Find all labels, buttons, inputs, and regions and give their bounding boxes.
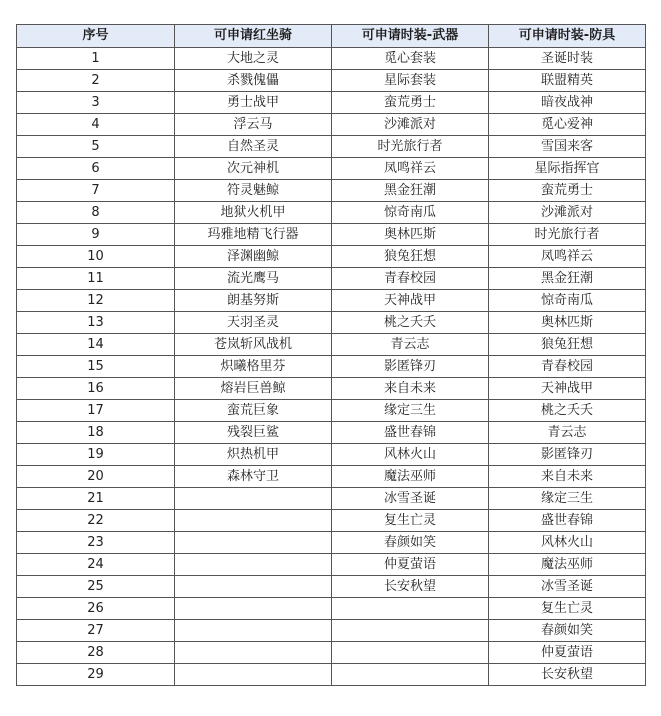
cell-armor-skin: 蛮荒勇士 [489, 180, 646, 202]
cell-weapon-skin: 影匿锋刃 [332, 356, 489, 378]
cell-weapon-skin: 沙滩派对 [332, 114, 489, 136]
cell-weapon-skin [332, 642, 489, 664]
cell-armor-skin: 圣诞时装 [489, 48, 646, 70]
cell-red-mount: 次元神机 [175, 158, 332, 180]
table-row [17, 180, 646, 202]
cell-index: 22 [17, 510, 175, 532]
eligibility-table [16, 24, 646, 686]
cell-index: 7 [17, 180, 175, 202]
cell-weapon-skin: 惊奇南瓜 [332, 202, 489, 224]
cell-red-mount: 朗基努斯 [175, 290, 332, 312]
table-body [17, 48, 646, 686]
cell-armor-skin: 觅心爱神 [489, 114, 646, 136]
table-row [17, 158, 646, 180]
cell-red-mount: 炽曦格里芬 [175, 356, 332, 378]
cell-armor-skin: 长安秋望 [489, 664, 646, 686]
cell-armor-skin: 冰雪圣诞 [489, 576, 646, 598]
cell-red-mount: 杀戮傀儡 [175, 70, 332, 92]
cell-armor-skin: 魔法巫师 [489, 554, 646, 576]
cell-red-mount: 天羽圣灵 [175, 312, 332, 334]
cell-armor-skin: 奥林匹斯 [489, 312, 646, 334]
cell-index: 27 [17, 620, 175, 642]
table-row [17, 576, 646, 598]
cell-armor-skin: 惊奇南瓜 [489, 290, 646, 312]
table-row [17, 114, 646, 136]
cell-weapon-skin: 仲夏萤语 [332, 554, 489, 576]
cell-weapon-skin: 缘定三生 [332, 400, 489, 422]
cell-weapon-skin: 冰雪圣诞 [332, 488, 489, 510]
table-row [17, 532, 646, 554]
cell-weapon-skin [332, 620, 489, 642]
cell-red-mount: 蛮荒巨象 [175, 400, 332, 422]
cell-red-mount: 浮云马 [175, 114, 332, 136]
cell-red-mount [175, 598, 332, 620]
cell-index: 8 [17, 202, 175, 224]
cell-index: 28 [17, 642, 175, 664]
table-row [17, 378, 646, 400]
cell-weapon-skin: 觅心套装 [332, 48, 489, 70]
cell-armor-skin: 暗夜战神 [489, 92, 646, 114]
cell-armor-skin: 联盟精英 [489, 70, 646, 92]
cell-red-mount [175, 620, 332, 642]
table-row [17, 642, 646, 664]
cell-index: 16 [17, 378, 175, 400]
cell-index: 17 [17, 400, 175, 422]
cell-armor-skin: 风林火山 [489, 532, 646, 554]
table-header [17, 25, 646, 48]
cell-armor-skin: 星际指挥官 [489, 158, 646, 180]
cell-index: 21 [17, 488, 175, 510]
cell-armor-skin: 雪国来客 [489, 136, 646, 158]
cell-red-mount: 苍岚斩风战机 [175, 334, 332, 356]
table-row [17, 312, 646, 334]
cell-red-mount: 熔岩巨兽鲸 [175, 378, 332, 400]
table-row [17, 664, 646, 686]
cell-index: 15 [17, 356, 175, 378]
table-row [17, 202, 646, 224]
cell-red-mount [175, 510, 332, 532]
cell-index: 25 [17, 576, 175, 598]
cell-red-mount: 森林守卫 [175, 466, 332, 488]
table-row [17, 620, 646, 642]
cell-red-mount: 勇士战甲 [175, 92, 332, 114]
cell-index: 6 [17, 158, 175, 180]
header-index: 序号 [17, 25, 175, 48]
table-row [17, 290, 646, 312]
cell-red-mount [175, 488, 332, 510]
table-row [17, 136, 646, 158]
cell-index: 18 [17, 422, 175, 444]
cell-weapon-skin: 来自未来 [332, 378, 489, 400]
cell-weapon-skin [332, 598, 489, 620]
cell-weapon-skin: 时光旅行者 [332, 136, 489, 158]
cell-red-mount [175, 664, 332, 686]
table-row [17, 554, 646, 576]
cell-red-mount: 自然圣灵 [175, 136, 332, 158]
cell-weapon-skin: 狼兔狂想 [332, 246, 489, 268]
table-row [17, 224, 646, 246]
cell-armor-skin: 黑金狂潮 [489, 268, 646, 290]
table-row [17, 510, 646, 532]
cell-weapon-skin: 风林火山 [332, 444, 489, 466]
cell-red-mount [175, 576, 332, 598]
cell-armor-skin: 青春校园 [489, 356, 646, 378]
cell-armor-skin: 沙滩派对 [489, 202, 646, 224]
cell-weapon-skin: 青云志 [332, 334, 489, 356]
cell-weapon-skin: 凤鸣祥云 [332, 158, 489, 180]
cell-index: 4 [17, 114, 175, 136]
cell-weapon-skin: 黑金狂潮 [332, 180, 489, 202]
cell-weapon-skin: 天神战甲 [332, 290, 489, 312]
cell-armor-skin: 复生亡灵 [489, 598, 646, 620]
cell-weapon-skin [332, 664, 489, 686]
cell-index: 5 [17, 136, 175, 158]
cell-weapon-skin: 长安秋望 [332, 576, 489, 598]
table-row [17, 598, 646, 620]
cell-red-mount: 泽渊幽鲸 [175, 246, 332, 268]
cell-index: 2 [17, 70, 175, 92]
header-armor-skin: 可申请时装-防具 [489, 25, 646, 48]
cell-weapon-skin: 盛世春锦 [332, 422, 489, 444]
table-row [17, 422, 646, 444]
table-row [17, 356, 646, 378]
cell-index: 24 [17, 554, 175, 576]
header-row [17, 25, 646, 48]
cell-armor-skin: 桃之夭夭 [489, 400, 646, 422]
cell-weapon-skin: 青春校园 [332, 268, 489, 290]
cell-index: 10 [17, 246, 175, 268]
cell-index: 19 [17, 444, 175, 466]
cell-index: 23 [17, 532, 175, 554]
cell-armor-skin: 缘定三生 [489, 488, 646, 510]
cell-red-mount: 残裂巨鲨 [175, 422, 332, 444]
cell-weapon-skin: 蛮荒勇士 [332, 92, 489, 114]
cell-index: 11 [17, 268, 175, 290]
table-row [17, 466, 646, 488]
cell-armor-skin: 仲夏萤语 [489, 642, 646, 664]
cell-armor-skin: 青云志 [489, 422, 646, 444]
cell-red-mount: 玛雅地精飞行器 [175, 224, 332, 246]
cell-red-mount: 地狱火机甲 [175, 202, 332, 224]
cell-red-mount: 流光鹰马 [175, 268, 332, 290]
header-weapon-skin: 可申请时装-武器 [332, 25, 489, 48]
cell-armor-skin: 春颜如笑 [489, 620, 646, 642]
cell-index: 14 [17, 334, 175, 356]
cell-weapon-skin: 魔法巫师 [332, 466, 489, 488]
cell-index: 20 [17, 466, 175, 488]
data-table-container [16, 24, 646, 686]
cell-weapon-skin: 桃之夭夭 [332, 312, 489, 334]
cell-red-mount [175, 642, 332, 664]
cell-red-mount: 符灵魅鲸 [175, 180, 332, 202]
cell-armor-skin: 盛世春锦 [489, 510, 646, 532]
cell-index: 1 [17, 48, 175, 70]
table-row [17, 70, 646, 92]
cell-armor-skin: 狼兔狂想 [489, 334, 646, 356]
cell-weapon-skin: 星际套装 [332, 70, 489, 92]
cell-red-mount: 大地之灵 [175, 48, 332, 70]
cell-weapon-skin: 奥林匹斯 [332, 224, 489, 246]
cell-armor-skin: 影匿锋刃 [489, 444, 646, 466]
cell-index: 3 [17, 92, 175, 114]
cell-weapon-skin: 春颜如笑 [332, 532, 489, 554]
cell-armor-skin: 凤鸣祥云 [489, 246, 646, 268]
table-row [17, 488, 646, 510]
table-row [17, 400, 646, 422]
table-row [17, 48, 646, 70]
table-row [17, 334, 646, 356]
table-row [17, 92, 646, 114]
cell-red-mount: 炽热机甲 [175, 444, 332, 466]
cell-index: 9 [17, 224, 175, 246]
header-red-mount: 可申请红坐骑 [175, 25, 332, 48]
cell-red-mount [175, 532, 332, 554]
cell-index: 13 [17, 312, 175, 334]
cell-armor-skin: 来自未来 [489, 466, 646, 488]
cell-weapon-skin: 复生亡灵 [332, 510, 489, 532]
cell-red-mount [175, 554, 332, 576]
cell-index: 29 [17, 664, 175, 686]
cell-armor-skin: 天神战甲 [489, 378, 646, 400]
cell-index: 26 [17, 598, 175, 620]
table-row [17, 444, 646, 466]
cell-index: 12 [17, 290, 175, 312]
table-row [17, 268, 646, 290]
cell-armor-skin: 时光旅行者 [489, 224, 646, 246]
table-row [17, 246, 646, 268]
